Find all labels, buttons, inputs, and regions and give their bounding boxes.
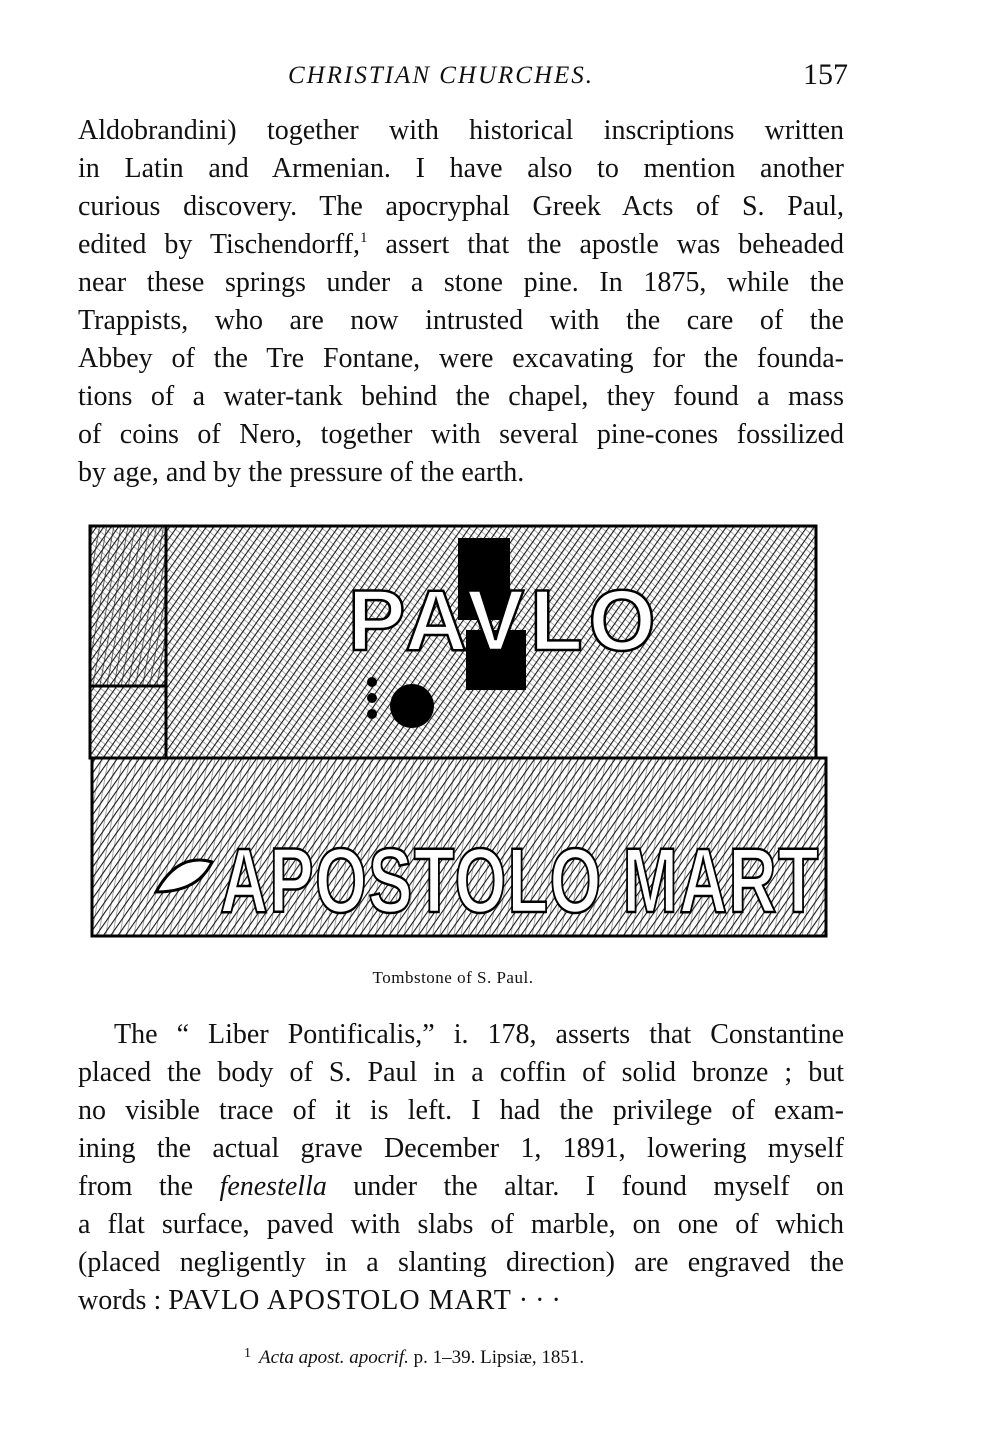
lower-inscription: APOSTOLO MART bbox=[220, 830, 820, 932]
tombstone-engraving bbox=[86, 520, 830, 942]
text-line: Aldobrandini) together with historical inscriptions written bbox=[78, 115, 844, 146]
text-line: of coins of Nero, together with several pine-cones fossilized bbox=[78, 419, 844, 450]
page-number: 157 bbox=[803, 58, 848, 91]
paragraph-2 bbox=[78, 1016, 844, 1320]
text-line: The “ Liber Pontificalis,” i. 178, asserts that Constantine bbox=[114, 1019, 844, 1050]
round-hole bbox=[390, 684, 434, 728]
text-line: by age, and by the pressure of the earth. bbox=[78, 457, 525, 488]
text-line: tions of a water-tank behind the chapel, they found a mass bbox=[78, 381, 844, 412]
text-line: near these springs under a stone pine. In 1875, while the bbox=[78, 267, 844, 298]
ellipsis-dots: · · · bbox=[518, 1285, 561, 1316]
text-line: Abbey of the Tre Fontane, were excavating for the founda- bbox=[78, 343, 844, 374]
text-line: placed the body of S. Paul in a coffin of solid bronze ; but bbox=[78, 1057, 844, 1088]
text-fragment: under the altar. I found myself on bbox=[353, 1171, 845, 1202]
italic-term: fenestella bbox=[219, 1171, 327, 1202]
text-fragment: edited by Tischendorff, bbox=[78, 229, 361, 260]
paragraph-1 bbox=[78, 112, 844, 492]
footnote-ref: 1 bbox=[360, 230, 368, 246]
footnote-mark: 1 bbox=[244, 1346, 251, 1361]
text-line: in Latin and Armenian. I have also to mention another bbox=[78, 153, 844, 184]
dot bbox=[367, 709, 377, 719]
text-line bbox=[78, 1168, 844, 1206]
text-line: curious discovery. The apocryphal Greek Acts of S. Paul, bbox=[78, 191, 844, 222]
footnote-title: Acta apost. apocrif. bbox=[259, 1347, 409, 1368]
text-line: (placed negligently in a slanting direction) are engraved the bbox=[78, 1247, 844, 1278]
figure-caption: Tombstone of S. Paul. bbox=[372, 968, 534, 987]
running-head bbox=[78, 58, 848, 98]
text-line: ining the actual grave December 1, 1891, lowering myself bbox=[78, 1133, 844, 1164]
text-line: Trappists, who are now intrusted with the care of the bbox=[78, 305, 844, 336]
text-line: no visible trace of it is left. I had the privilege of exam- bbox=[78, 1095, 844, 1126]
text-line: a flat surface, paved with slabs of marble, on one of which bbox=[78, 1209, 844, 1240]
dot bbox=[367, 693, 377, 703]
text-fragment: assert that the apostle was beheaded bbox=[385, 229, 844, 260]
text-line bbox=[78, 226, 844, 264]
running-title: CHRISTIAN CHURCHES. bbox=[288, 62, 595, 89]
text-fragment: from the bbox=[78, 1171, 194, 1202]
footnote bbox=[244, 1346, 584, 1369]
footnote-citation: p. 1–39. Lipsiæ, 1851. bbox=[413, 1347, 585, 1368]
text-line bbox=[78, 1282, 844, 1320]
inscription-text: PAVLO APOSTOLO MART bbox=[168, 1285, 512, 1316]
upper-inscription: PAVLO bbox=[348, 573, 662, 669]
text-fragment: words : bbox=[78, 1285, 162, 1316]
dot bbox=[367, 677, 377, 687]
